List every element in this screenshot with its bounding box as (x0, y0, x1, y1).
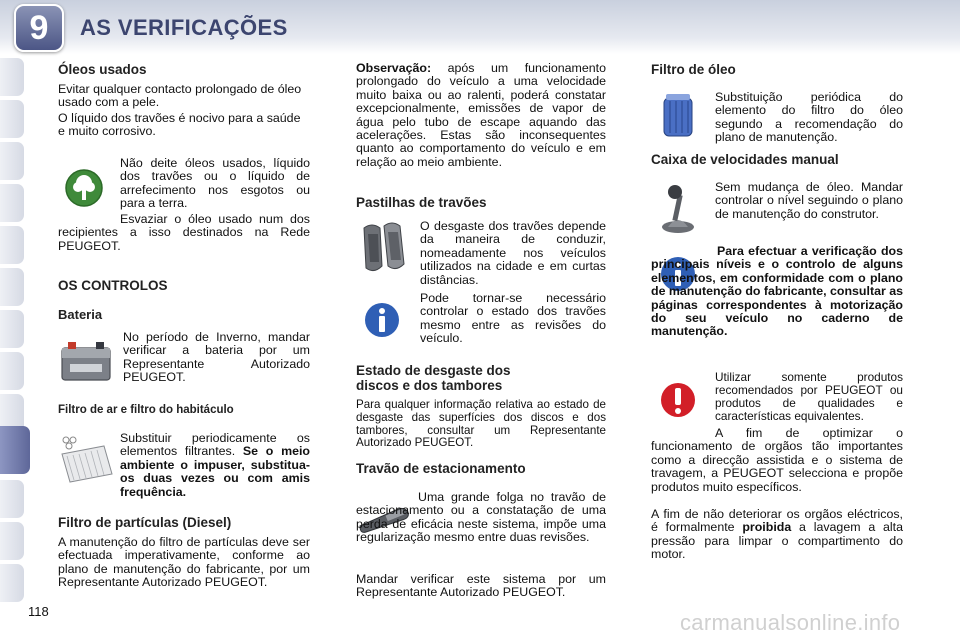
caixa-text: Sem mudança de óleo. Mandar controlar o nível seguindo o plano de manutenção do construtor. (715, 180, 903, 221)
filtro-ar-text-bold: Se o meio ambiente o impuser, substitua-os duas vezes ou com amis frequência. (120, 444, 310, 499)
watermark: carmanualsonline.info (680, 610, 901, 635)
observacao-paragraph (356, 62, 606, 169)
side-tab[interactable] (0, 226, 24, 264)
side-tab[interactable] (0, 268, 24, 306)
side-tab[interactable] (0, 100, 24, 138)
filtro-oleo-text: Substituição periódica do elemento do filtro do óleo segundo a recomendação do plano de manutenção. (715, 90, 903, 145)
side-tab[interactable] (0, 142, 24, 180)
pastilhas-text: O desgaste dos travões depende da maneira de conduzir, nomeadamente nos veículos utilizados na cidade e em curtas distâncias. (420, 219, 606, 287)
filtro-oleo-heading: Filtro de óleo (651, 62, 736, 77)
side-tab[interactable] (0, 310, 24, 348)
gear-lever-icon (658, 183, 698, 235)
caixa-info-text: Para efectuar a verificação dos principais níveis e o controlo de alguns elementos, em conformidade com o plano de manutenção do fabricante, consultar as páginas correspondentes à motorização do seu veículo no caderno de manutenção. (651, 244, 904, 339)
discos-text: Para qualquer informação relativa ao estado de desgaste das superfícies dos discos e dos tambores, consultar um Representante Autorizado PEUGEOT. (356, 398, 606, 450)
side-tab[interactable] (0, 352, 24, 390)
chapter-number-badge: 9 (14, 4, 64, 52)
travao-text: Uma grande folga no travão de estacionamento ou a constatação de uma perda de eficácia neste sistema, impõe uma regularização mesmo entre duas revisões. (356, 490, 606, 545)
side-tab[interactable] (0, 480, 24, 518)
warning-text: Utilizar somente produtos recomendados por PEUGEOT ou produtos de qualidades e características equivalentes. (715, 370, 903, 423)
caixa-velocidades-heading: Caixa de velocidades manual (651, 152, 839, 167)
travao-estacionamento-heading: Travão de estacionamento (356, 461, 526, 476)
oleos-usados-heading: Óleos usados (58, 62, 147, 77)
filtro-ar-heading: Filtro de ar e filtro do habitáculo (58, 404, 234, 416)
oleos-paragraph-1: Evitar qualquer contacto prolongado de óleo usado com a pele. (58, 82, 302, 110)
tree-icon (64, 168, 104, 208)
observacao-label: Observação: (356, 61, 432, 75)
air-filter-icon (56, 432, 116, 490)
alta-pressao-pre: A fim de não deteriorar os orgãos eléctricos, é formalmente (651, 507, 903, 535)
info-icon (364, 300, 400, 340)
oleos-paragraph-2: O líquido dos travões é nocivo para a saúde e muito corrosivo. (58, 111, 301, 139)
side-tab[interactable] (0, 58, 24, 96)
alta-pressao-text (651, 508, 903, 562)
discos-heading-line1: Estado de desgaste dos (356, 363, 511, 378)
pastilhas-info-text: Pode tornar-se necessário controlar o estado dos travões mesmo entre as revisões do veículo. (420, 291, 606, 346)
discos-heading-line2: discos e dos tambores (356, 378, 503, 393)
controlos-heading: OS CONTROLOS (58, 278, 168, 293)
filtro-ar-text (120, 432, 310, 499)
chapter-title: AS VERIFICAÇÕES (80, 15, 288, 40)
oil-filter-icon (658, 92, 698, 140)
side-tab-active[interactable] (0, 426, 30, 474)
travao-text-2: Mandar verificar este sistema por um Representante Autorizado PEUGEOT. (356, 572, 606, 600)
battery-icon (56, 336, 116, 386)
bateria-heading: Bateria (58, 307, 103, 322)
side-tab[interactable] (0, 564, 24, 602)
filtro-ar-text-normal: Substituir periodicamente os elementos filtrantes. (120, 431, 310, 459)
filtro-particulas-text: A manutenção do filtro de partículas deve ser efectuada imperativamente, conforme ao plano de manutenção do fabricante, por um Representante Autorizado PEUGEOT. (58, 535, 310, 590)
alta-pressao-post: a lavagem a alta pressão para limpar o compartimento do motor. (651, 520, 903, 562)
alta-pressao-bold: proibida (742, 520, 792, 535)
bateria-text: No período de Inverno, mandar verificar a bateria por um Representante Autorizado PEUGEOT. (123, 330, 310, 385)
side-tab[interactable] (0, 184, 24, 222)
side-tab[interactable] (0, 522, 24, 560)
oleos-paragraph-3: Não deite óleos usados, líquido dos travões ou o líquido de arrefecimento nos esgotos ou para a terra. (120, 156, 310, 211)
filtro-particulas-heading: Filtro de partículas (Diesel) (58, 515, 232, 530)
observacao-text: após um funcionamento prolongado do veículo a uma velocidade muito baixa ou ao ralenti, poderá constatar excepcionalmente, emissões de vapor de água pelo tubo de escape aquando das acelerações. Estas são inconsequentes quanto ao comportamento do veículo e em relação ao meio ambiente. (356, 61, 606, 169)
brake-pads-icon (358, 220, 410, 276)
page-number: 118 (28, 604, 49, 619)
warning-icon (660, 380, 696, 420)
pastilhas-heading: Pastilhas de travões (356, 195, 487, 210)
warning-text-2: A fim de optimizar o funcionamento de orgãos tão importantes como a direcção assistida e o sistema de travagem, a PEUGEOT selecciona e propõe produtos muito específicos. (651, 426, 903, 494)
oleos-paragraph-4: Esvaziar o óleo usado num dos recipientes a isso destinados na Rede PEUGEOT. (58, 212, 310, 253)
